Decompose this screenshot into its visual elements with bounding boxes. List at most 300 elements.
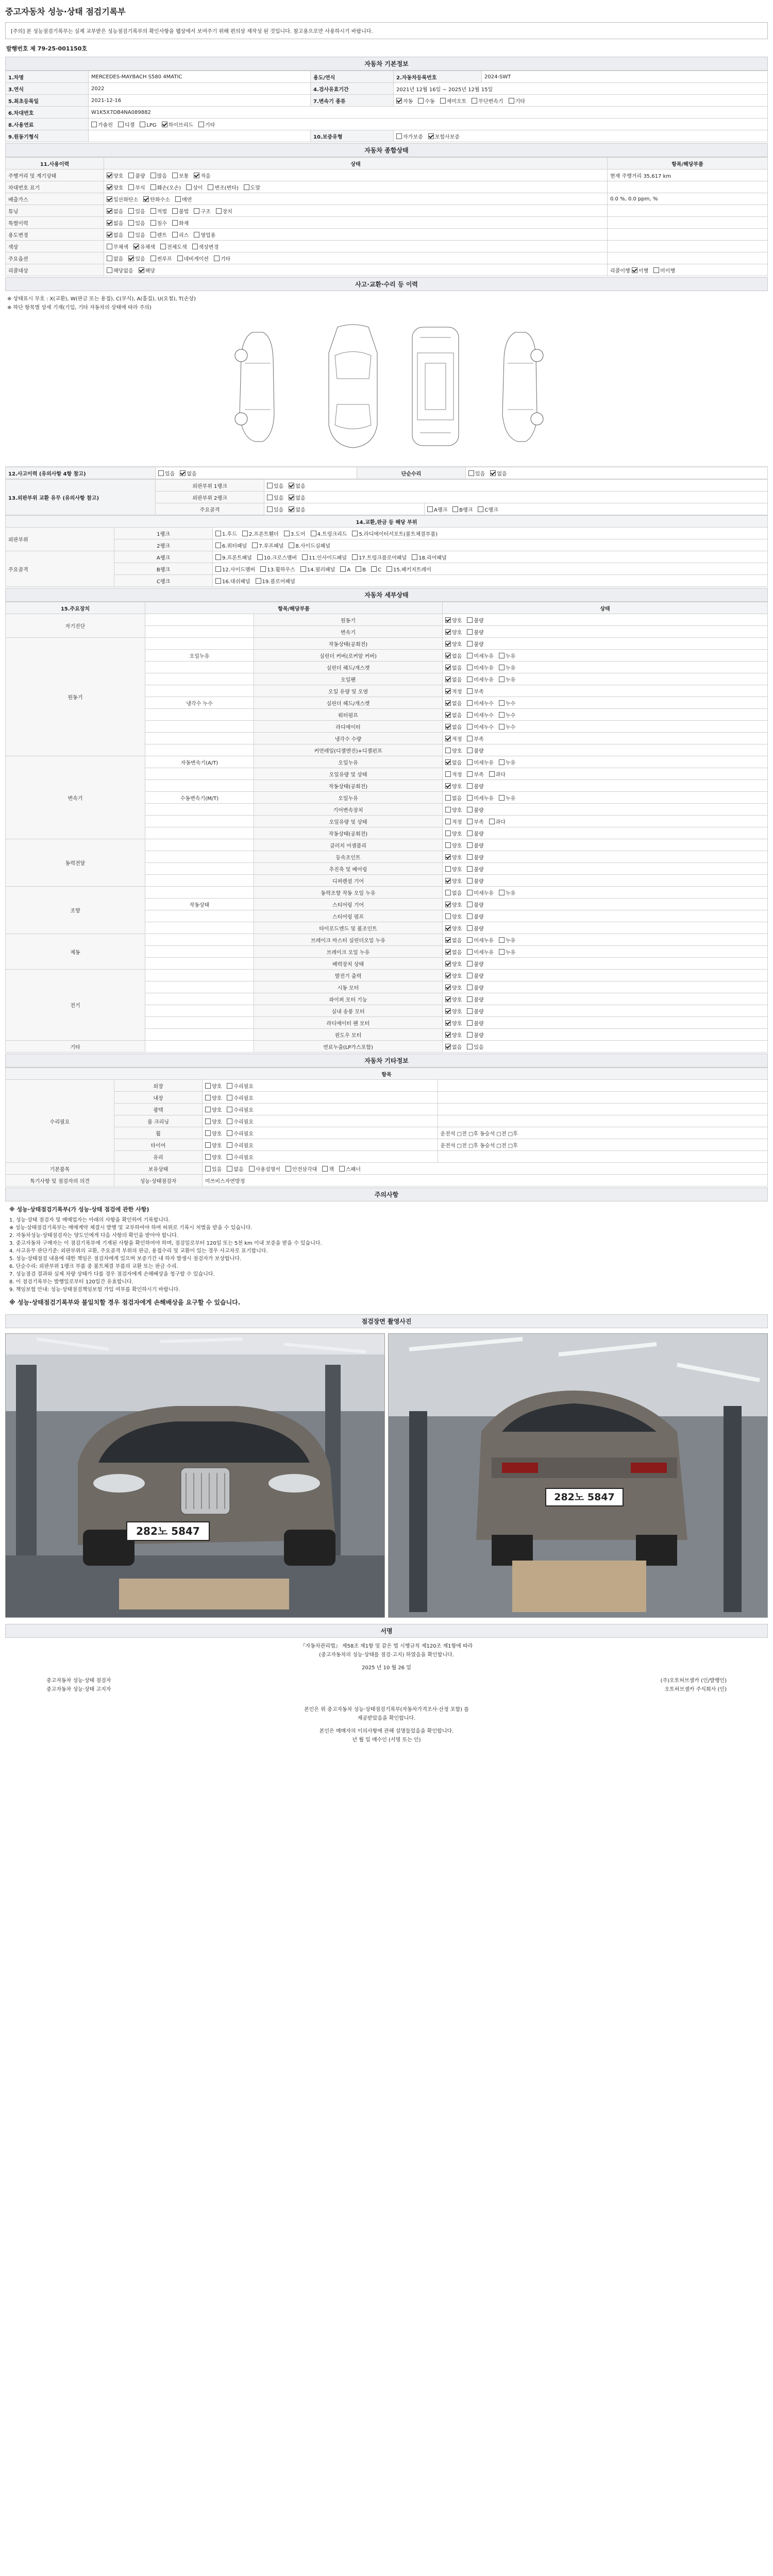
option-checkbox[interactable] bbox=[260, 565, 295, 573]
checkbox-box[interactable] bbox=[445, 890, 451, 895]
checkbox-box[interactable] bbox=[467, 807, 473, 812]
checkbox-box[interactable] bbox=[467, 676, 473, 682]
option-checkbox[interactable] bbox=[192, 243, 219, 250]
option-checkbox[interactable] bbox=[445, 972, 462, 979]
checkbox-box[interactable] bbox=[445, 736, 451, 741]
checkbox-box[interactable] bbox=[172, 232, 178, 238]
option-checkbox[interactable] bbox=[150, 172, 167, 179]
checkbox-box[interactable] bbox=[128, 220, 134, 226]
checkbox-box[interactable] bbox=[107, 184, 112, 190]
option-checkbox[interactable] bbox=[445, 889, 462, 896]
checkbox-box[interactable] bbox=[205, 1095, 211, 1100]
option-checkbox[interactable] bbox=[445, 747, 462, 754]
checkbox-box[interactable] bbox=[467, 996, 473, 1002]
option-checkbox[interactable] bbox=[467, 960, 483, 968]
checkbox-box[interactable] bbox=[352, 531, 358, 536]
option-checkbox[interactable] bbox=[215, 530, 237, 537]
option-checkbox[interactable] bbox=[214, 255, 230, 262]
option-checkbox[interactable] bbox=[107, 172, 123, 179]
checkbox-box[interactable] bbox=[143, 196, 149, 202]
option-checkbox[interactable] bbox=[412, 553, 447, 561]
checkbox-box[interactable] bbox=[472, 98, 477, 104]
checkbox-box[interactable] bbox=[215, 531, 221, 536]
checkbox-box[interactable] bbox=[177, 256, 183, 261]
option-checkbox[interactable] bbox=[356, 566, 366, 573]
option-checkbox[interactable] bbox=[284, 530, 306, 537]
checkbox-box[interactable] bbox=[499, 724, 505, 730]
checkbox-box[interactable] bbox=[445, 748, 451, 753]
checkbox-box[interactable] bbox=[428, 133, 434, 139]
option-checkbox[interactable] bbox=[311, 530, 347, 537]
checkbox-box[interactable] bbox=[452, 506, 458, 512]
checkbox-box[interactable] bbox=[467, 783, 473, 789]
checkbox-box[interactable] bbox=[445, 949, 451, 955]
option-checkbox[interactable] bbox=[467, 699, 494, 707]
checkbox-box[interactable] bbox=[257, 554, 263, 560]
option-checkbox[interactable] bbox=[467, 853, 483, 861]
checkbox-box[interactable] bbox=[198, 122, 204, 127]
option-checkbox[interactable] bbox=[107, 195, 138, 203]
checkbox-box[interactable] bbox=[150, 184, 156, 190]
checkbox-box[interactable] bbox=[352, 554, 358, 560]
checkbox-box[interactable] bbox=[214, 256, 220, 261]
option-checkbox[interactable] bbox=[242, 530, 279, 537]
checkbox-box[interactable] bbox=[467, 890, 473, 895]
checkbox-box[interactable] bbox=[467, 653, 473, 658]
option-checkbox[interactable] bbox=[139, 266, 155, 274]
checkbox-box[interactable] bbox=[467, 842, 473, 848]
option-checkbox[interactable] bbox=[289, 494, 305, 501]
option-checkbox[interactable] bbox=[205, 1153, 222, 1161]
checkbox-box[interactable] bbox=[386, 566, 392, 572]
checkbox-box[interactable] bbox=[192, 244, 198, 249]
option-checkbox[interactable] bbox=[215, 577, 250, 585]
checkbox-box[interactable] bbox=[215, 578, 221, 584]
checkbox-box[interactable] bbox=[252, 543, 258, 548]
option-checkbox[interactable] bbox=[467, 936, 494, 944]
checkbox-box[interactable] bbox=[205, 1142, 211, 1148]
checkbox-box[interactable] bbox=[445, 961, 451, 967]
option-checkbox[interactable] bbox=[257, 553, 297, 561]
option-checkbox[interactable] bbox=[445, 936, 462, 944]
checkbox-box[interactable] bbox=[356, 566, 361, 572]
option-checkbox[interactable] bbox=[445, 853, 462, 861]
checkbox-box[interactable] bbox=[162, 122, 167, 127]
checkbox-box[interactable] bbox=[467, 688, 473, 694]
checkbox-box[interactable] bbox=[284, 531, 290, 536]
checkbox-box[interactable] bbox=[445, 665, 451, 670]
checkbox-box[interactable] bbox=[445, 842, 451, 848]
checkbox-box[interactable] bbox=[227, 1166, 232, 1172]
option-checkbox[interactable] bbox=[499, 675, 515, 683]
checkbox-box[interactable] bbox=[499, 795, 505, 801]
checkbox-box[interactable] bbox=[260, 566, 266, 572]
checkbox-box[interactable] bbox=[653, 267, 659, 273]
checkbox-box[interactable] bbox=[311, 531, 316, 536]
checkbox-box[interactable] bbox=[445, 712, 451, 718]
checkbox-box[interactable] bbox=[194, 232, 199, 238]
option-checkbox[interactable] bbox=[143, 195, 170, 203]
checkbox-box[interactable] bbox=[445, 807, 451, 812]
option-checkbox[interactable] bbox=[445, 1031, 462, 1039]
checkbox-box[interactable] bbox=[445, 759, 451, 765]
checkbox-box[interactable] bbox=[478, 506, 483, 512]
checkbox-box[interactable] bbox=[396, 133, 402, 139]
checkbox-box[interactable] bbox=[445, 783, 451, 789]
option-checkbox[interactable] bbox=[467, 972, 483, 979]
option-checkbox[interactable] bbox=[396, 97, 413, 105]
option-checkbox[interactable] bbox=[186, 183, 203, 191]
checkbox-box[interactable] bbox=[322, 1166, 328, 1172]
option-checkbox[interactable] bbox=[445, 675, 462, 683]
checkbox-box[interactable] bbox=[467, 878, 473, 884]
checkbox-box[interactable] bbox=[107, 208, 112, 214]
option-checkbox[interactable] bbox=[180, 469, 196, 477]
checkbox-box[interactable] bbox=[467, 1044, 473, 1049]
option-checkbox[interactable] bbox=[467, 806, 483, 814]
option-checkbox[interactable] bbox=[289, 541, 330, 549]
checkbox-box[interactable] bbox=[499, 700, 505, 706]
checkbox-box[interactable] bbox=[227, 1130, 232, 1136]
checkbox-box[interactable] bbox=[160, 244, 166, 249]
checkbox-box[interactable] bbox=[467, 854, 473, 860]
checkbox-box[interactable] bbox=[467, 913, 473, 919]
option-checkbox[interactable] bbox=[499, 889, 515, 896]
option-checkbox[interactable] bbox=[445, 723, 462, 731]
option-checkbox[interactable] bbox=[445, 794, 462, 802]
option-checkbox[interactable] bbox=[445, 782, 462, 790]
checkbox-box[interactable] bbox=[194, 173, 199, 178]
checkbox-box[interactable] bbox=[128, 256, 134, 261]
option-checkbox[interactable] bbox=[289, 482, 305, 489]
checkbox-box[interactable] bbox=[445, 641, 451, 647]
option-checkbox[interactable] bbox=[227, 1165, 243, 1173]
checkbox-box[interactable] bbox=[499, 653, 505, 658]
checkbox-box[interactable] bbox=[302, 554, 308, 560]
option-checkbox[interactable] bbox=[467, 948, 494, 956]
option-checkbox[interactable] bbox=[467, 1007, 483, 1015]
option-checkbox[interactable] bbox=[205, 1094, 222, 1101]
option-checkbox[interactable] bbox=[244, 183, 260, 191]
checkbox-box[interactable] bbox=[445, 866, 451, 872]
checkbox-box[interactable] bbox=[445, 973, 451, 978]
checkbox-box[interactable] bbox=[467, 712, 473, 718]
option-checkbox[interactable] bbox=[215, 565, 255, 573]
checkbox-box[interactable] bbox=[133, 244, 139, 249]
option-checkbox[interactable] bbox=[499, 936, 515, 944]
checkbox-box[interactable] bbox=[140, 122, 145, 127]
checkbox-box[interactable] bbox=[445, 913, 451, 919]
checkbox-box[interactable] bbox=[499, 890, 505, 895]
option-checkbox[interactable] bbox=[177, 255, 209, 262]
checkbox-box[interactable] bbox=[467, 641, 473, 647]
option-checkbox[interactable] bbox=[445, 960, 462, 968]
option-checkbox[interactable] bbox=[467, 877, 483, 885]
option-checkbox[interactable] bbox=[467, 758, 494, 766]
option-checkbox[interactable] bbox=[128, 207, 145, 215]
checkbox-box[interactable] bbox=[128, 208, 134, 214]
option-checkbox[interactable] bbox=[445, 818, 462, 825]
checkbox-box[interactable] bbox=[467, 629, 473, 635]
checkbox-box[interactable] bbox=[107, 256, 112, 261]
option-checkbox[interactable] bbox=[158, 469, 175, 477]
option-checkbox[interactable] bbox=[340, 566, 350, 573]
option-checkbox[interactable] bbox=[172, 172, 189, 179]
checkbox-box[interactable] bbox=[445, 1044, 451, 1049]
checkbox-box[interactable] bbox=[215, 566, 221, 572]
option-checkbox[interactable] bbox=[227, 1106, 254, 1113]
option-checkbox[interactable] bbox=[489, 818, 506, 825]
checkbox-box[interactable] bbox=[509, 98, 514, 104]
checkbox-box[interactable] bbox=[445, 1008, 451, 1014]
checkbox-box[interactable] bbox=[467, 973, 473, 978]
option-checkbox[interactable] bbox=[445, 829, 462, 837]
checkbox-box[interactable] bbox=[467, 1008, 473, 1014]
checkbox-box[interactable] bbox=[467, 1020, 473, 1026]
option-checkbox[interactable] bbox=[467, 687, 483, 695]
checkbox-box[interactable] bbox=[242, 531, 248, 536]
option-checkbox[interactable] bbox=[499, 948, 515, 956]
checkbox-box[interactable] bbox=[445, 854, 451, 860]
option-checkbox[interactable] bbox=[467, 841, 483, 849]
option-checkbox[interactable] bbox=[445, 616, 462, 624]
option-checkbox[interactable] bbox=[499, 664, 515, 671]
checkbox-box[interactable] bbox=[107, 196, 112, 202]
option-checkbox[interactable] bbox=[386, 565, 431, 573]
checkbox-box[interactable] bbox=[227, 1095, 232, 1100]
option-checkbox[interactable] bbox=[445, 1043, 462, 1050]
option-checkbox[interactable] bbox=[499, 711, 515, 719]
option-checkbox[interactable] bbox=[490, 469, 507, 477]
option-checkbox[interactable] bbox=[128, 231, 145, 239]
checkbox-box[interactable] bbox=[467, 736, 473, 741]
option-checkbox[interactable] bbox=[252, 541, 283, 549]
option-checkbox[interactable] bbox=[467, 794, 494, 802]
option-checkbox[interactable] bbox=[150, 183, 181, 191]
option-checkbox[interactable] bbox=[249, 1165, 280, 1173]
checkbox-box[interactable] bbox=[445, 819, 451, 824]
checkbox-box[interactable] bbox=[139, 267, 144, 273]
option-checkbox[interactable] bbox=[632, 266, 648, 274]
option-checkbox[interactable] bbox=[107, 231, 123, 239]
option-checkbox[interactable] bbox=[198, 121, 215, 128]
option-checkbox[interactable] bbox=[172, 207, 189, 215]
checkbox-box[interactable] bbox=[445, 902, 451, 907]
option-checkbox[interactable] bbox=[289, 505, 305, 513]
checkbox-box[interactable] bbox=[412, 554, 417, 560]
checkbox-box[interactable] bbox=[205, 1118, 211, 1124]
checkbox-box[interactable] bbox=[467, 759, 473, 765]
checkbox-box[interactable] bbox=[256, 578, 261, 584]
checkbox-box[interactable] bbox=[227, 1142, 232, 1148]
checkbox-box[interactable] bbox=[440, 98, 446, 104]
option-checkbox[interactable] bbox=[352, 530, 438, 537]
checkbox-box[interactable] bbox=[285, 1166, 291, 1172]
checkbox-box[interactable] bbox=[172, 220, 178, 226]
checkbox-box[interactable] bbox=[467, 937, 473, 943]
option-checkbox[interactable] bbox=[322, 1165, 334, 1173]
checkbox-box[interactable] bbox=[490, 470, 496, 476]
checkbox-box[interactable] bbox=[128, 184, 134, 190]
option-checkbox[interactable] bbox=[227, 1153, 254, 1161]
option-checkbox[interactable] bbox=[445, 699, 462, 707]
option-checkbox[interactable] bbox=[445, 901, 462, 908]
option-checkbox[interactable] bbox=[467, 616, 483, 624]
checkbox-box[interactable] bbox=[150, 220, 156, 226]
option-checkbox[interactable] bbox=[128, 183, 145, 191]
option-checkbox[interactable] bbox=[194, 231, 215, 239]
option-checkbox[interactable] bbox=[445, 687, 462, 695]
checkbox-box[interactable] bbox=[499, 665, 505, 670]
option-checkbox[interactable] bbox=[227, 1082, 254, 1090]
checkbox-box[interactable] bbox=[339, 1166, 345, 1172]
checkbox-box[interactable] bbox=[445, 629, 451, 635]
option-checkbox[interactable] bbox=[445, 948, 462, 956]
option-checkbox[interactable] bbox=[205, 1117, 222, 1125]
option-checkbox[interactable] bbox=[428, 132, 460, 140]
checkbox-box[interactable] bbox=[467, 961, 473, 967]
checkbox-box[interactable] bbox=[150, 173, 156, 178]
option-checkbox[interactable] bbox=[467, 829, 483, 837]
option-checkbox[interactable] bbox=[467, 664, 494, 671]
option-checkbox[interactable] bbox=[396, 132, 423, 140]
option-checkbox[interactable] bbox=[150, 219, 167, 227]
checkbox-box[interactable] bbox=[445, 688, 451, 694]
checkbox-box[interactable] bbox=[107, 232, 112, 238]
option-checkbox[interactable] bbox=[172, 219, 189, 227]
option-checkbox[interactable] bbox=[445, 841, 462, 849]
option-checkbox[interactable] bbox=[205, 1141, 222, 1149]
checkbox-box[interactable] bbox=[150, 208, 156, 214]
option-checkbox[interactable] bbox=[467, 735, 483, 742]
option-checkbox[interactable] bbox=[445, 735, 462, 742]
option-checkbox[interactable] bbox=[467, 995, 483, 1003]
checkbox-box[interactable] bbox=[289, 506, 294, 512]
option-checkbox[interactable] bbox=[467, 628, 483, 636]
option-checkbox[interactable] bbox=[467, 1019, 483, 1027]
option-checkbox[interactable] bbox=[128, 219, 145, 227]
checkbox-box[interactable] bbox=[445, 831, 451, 836]
checkbox-box[interactable] bbox=[467, 748, 473, 753]
checkbox-box[interactable] bbox=[175, 196, 181, 202]
checkbox-box[interactable] bbox=[467, 617, 473, 623]
checkbox-box[interactable] bbox=[489, 771, 495, 777]
option-checkbox[interactable] bbox=[150, 255, 172, 262]
option-checkbox[interactable] bbox=[128, 172, 145, 179]
checkbox-box[interactable] bbox=[467, 771, 473, 777]
checkbox-box[interactable] bbox=[467, 902, 473, 907]
checkbox-box[interactable] bbox=[150, 232, 156, 238]
checkbox-box[interactable] bbox=[107, 220, 112, 226]
option-checkbox[interactable] bbox=[205, 1129, 222, 1137]
option-checkbox[interactable] bbox=[140, 122, 156, 128]
checkbox-box[interactable] bbox=[215, 554, 221, 560]
option-checkbox[interactable] bbox=[489, 770, 506, 778]
option-checkbox[interactable] bbox=[467, 652, 494, 659]
checkbox-box[interactable] bbox=[216, 208, 222, 214]
checkbox-box[interactable] bbox=[289, 483, 294, 488]
checkbox-box[interactable] bbox=[467, 1032, 473, 1038]
option-checkbox[interactable] bbox=[445, 664, 462, 671]
checkbox-box[interactable] bbox=[215, 543, 221, 548]
checkbox-box[interactable] bbox=[467, 724, 473, 730]
checkbox-box[interactable] bbox=[467, 831, 473, 836]
option-checkbox[interactable] bbox=[162, 121, 193, 128]
option-checkbox[interactable] bbox=[467, 912, 483, 920]
option-checkbox[interactable] bbox=[227, 1129, 254, 1137]
checkbox-box[interactable] bbox=[489, 819, 495, 824]
checkbox-box[interactable] bbox=[244, 184, 249, 190]
checkbox-box[interactable] bbox=[468, 470, 474, 476]
option-checkbox[interactable] bbox=[107, 266, 133, 274]
checkbox-box[interactable] bbox=[205, 1154, 211, 1160]
option-checkbox[interactable] bbox=[478, 505, 498, 513]
option-checkbox[interactable] bbox=[205, 1082, 222, 1090]
option-checkbox[interactable] bbox=[499, 723, 515, 731]
checkbox-box[interactable] bbox=[499, 759, 505, 765]
option-checkbox[interactable] bbox=[285, 1165, 317, 1173]
option-checkbox[interactable] bbox=[227, 1094, 254, 1101]
option-checkbox[interactable] bbox=[445, 711, 462, 719]
option-checkbox[interactable] bbox=[467, 723, 494, 731]
option-checkbox[interactable] bbox=[256, 577, 295, 585]
option-checkbox[interactable] bbox=[215, 541, 247, 549]
option-checkbox[interactable] bbox=[208, 183, 238, 191]
checkbox-box[interactable] bbox=[445, 925, 451, 931]
checkbox-box[interactable] bbox=[289, 543, 294, 548]
checkbox-box[interactable] bbox=[227, 1083, 232, 1089]
checkbox-box[interactable] bbox=[267, 506, 273, 512]
checkbox-box[interactable] bbox=[418, 98, 424, 104]
checkbox-box[interactable] bbox=[467, 925, 473, 931]
option-checkbox[interactable] bbox=[467, 747, 483, 754]
option-checkbox[interactable] bbox=[445, 758, 462, 766]
checkbox-box[interactable] bbox=[118, 122, 124, 127]
checkbox-box[interactable] bbox=[340, 566, 346, 572]
checkbox-box[interactable] bbox=[445, 724, 451, 730]
checkbox-box[interactable] bbox=[445, 771, 451, 777]
option-checkbox[interactable] bbox=[499, 758, 515, 766]
option-checkbox[interactable] bbox=[467, 711, 494, 719]
checkbox-box[interactable] bbox=[467, 795, 473, 801]
option-checkbox[interactable] bbox=[107, 255, 123, 262]
option-checkbox[interactable] bbox=[467, 675, 494, 683]
checkbox-box[interactable] bbox=[445, 878, 451, 884]
option-checkbox[interactable] bbox=[133, 243, 155, 250]
option-checkbox[interactable] bbox=[467, 640, 483, 648]
checkbox-box[interactable] bbox=[445, 1032, 451, 1038]
checkbox-box[interactable] bbox=[107, 244, 112, 249]
option-checkbox[interactable] bbox=[128, 255, 145, 262]
option-checkbox[interactable] bbox=[302, 553, 347, 561]
option-checkbox[interactable] bbox=[205, 1106, 222, 1113]
option-checkbox[interactable] bbox=[452, 505, 473, 513]
checkbox-box[interactable] bbox=[499, 676, 505, 682]
checkbox-box[interactable] bbox=[205, 1166, 211, 1172]
checkbox-box[interactable] bbox=[205, 1130, 211, 1136]
checkbox-box[interactable] bbox=[445, 1020, 451, 1026]
checkbox-box[interactable] bbox=[227, 1154, 232, 1160]
option-checkbox[interactable] bbox=[472, 97, 503, 105]
checkbox-box[interactable] bbox=[445, 985, 451, 990]
option-checkbox[interactable] bbox=[194, 172, 210, 179]
checkbox-box[interactable] bbox=[194, 208, 199, 214]
checkbox-box[interactable] bbox=[445, 795, 451, 801]
option-checkbox[interactable] bbox=[445, 628, 462, 636]
option-checkbox[interactable] bbox=[467, 782, 483, 790]
option-checkbox[interactable] bbox=[150, 231, 167, 239]
option-checkbox[interactable] bbox=[499, 699, 515, 707]
